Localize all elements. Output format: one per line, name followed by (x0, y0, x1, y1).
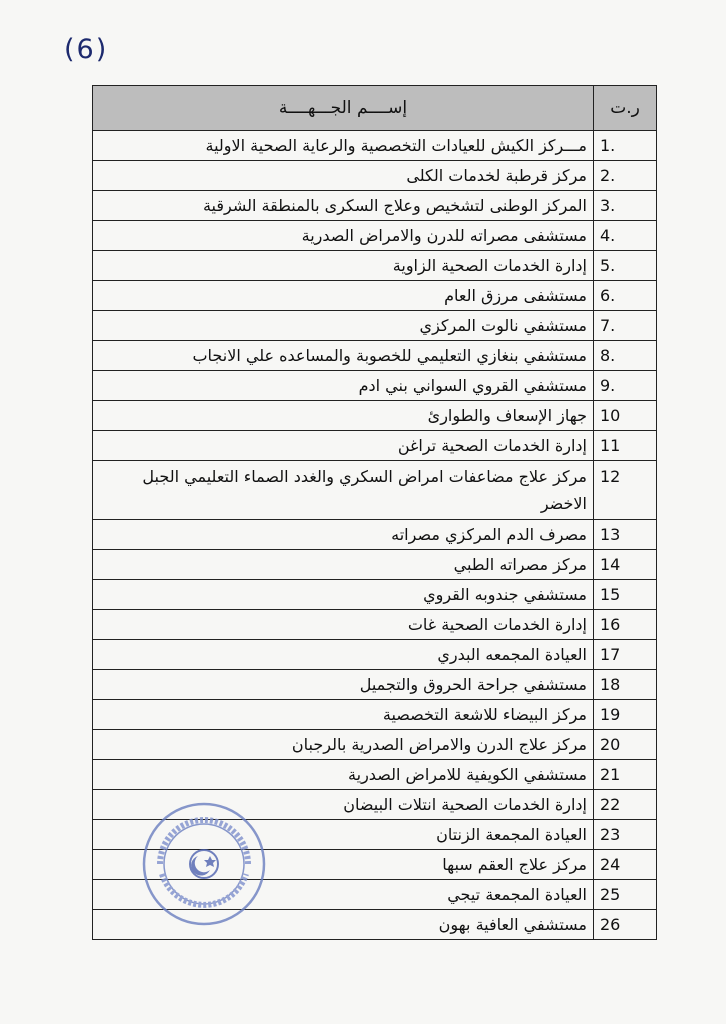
table-row (93, 221, 657, 251)
table-row (93, 640, 657, 670)
table-row (93, 580, 657, 610)
entity-name: جهاز الإسعاف والطوارئ (93, 401, 594, 431)
table-row (93, 670, 657, 700)
entity-name: مـــركز الكيش للعيادات التخصصية والرعاية الصحية الاولية (93, 131, 594, 161)
row-number: 11 (594, 431, 657, 461)
entity-name: مستشفى مرزق العام (93, 281, 594, 311)
row-number: 23 (594, 820, 657, 850)
table-row (93, 251, 657, 281)
official-stamp-icon (140, 800, 268, 928)
entity-name: العيادة المجمعة الزنتان (93, 820, 594, 850)
table-row (93, 730, 657, 760)
row-number: 4. (594, 221, 657, 251)
table-row (93, 281, 657, 311)
row-number: 5. (594, 251, 657, 281)
table-row (93, 131, 657, 161)
row-number: 13 (594, 520, 657, 550)
row-number: 15 (594, 580, 657, 610)
table-row (93, 161, 657, 191)
entity-name: العيادة المجمعه البدري (93, 640, 594, 670)
entity-name: مستشفي جندوبه القروي (93, 580, 594, 610)
table-row (93, 461, 657, 520)
row-number: 10 (594, 401, 657, 431)
table-row (93, 760, 657, 790)
row-number: 18 (594, 670, 657, 700)
entity-name: العيادة المجمعة تيجي (93, 880, 594, 910)
table-row (93, 191, 657, 221)
header-number: ر.ت (594, 86, 657, 131)
table-row (93, 341, 657, 371)
table-header-row (93, 86, 657, 131)
entity-name: مستشفي بنغازي التعليمي للخصوبة والمساعده علي الانجاب (93, 341, 594, 371)
row-number: 7. (594, 311, 657, 341)
row-number: 1. (594, 131, 657, 161)
table-row (93, 431, 657, 461)
row-number: 19 (594, 700, 657, 730)
row-number: 3. (594, 191, 657, 221)
entity-name: مستشفي العافية بهون (93, 910, 594, 940)
entity-name: إدارة الخدمات الصحية غات (93, 610, 594, 640)
entity-name: مركز علاج العقم سبها (93, 850, 594, 880)
row-number: 24 (594, 850, 657, 880)
entity-name: مركز علاج الدرن والامراض الصدرية بالرجبان (93, 730, 594, 760)
entity-name: إدارة الخدمات الصحية الزاوية (93, 251, 594, 281)
entity-name: مركز علاج مضاعفات امراض السكري والغدد الصماء التعليمي الجبل الاخضر (93, 461, 594, 520)
row-number: 6. (594, 281, 657, 311)
table-row (93, 401, 657, 431)
row-number: 20 (594, 730, 657, 760)
row-number: 21 (594, 760, 657, 790)
table-row (93, 700, 657, 730)
entity-name: مركز البيضاء للاشعة التخصصية (93, 700, 594, 730)
entity-name: المركز الوطنى لتشخيص وعلاج السكرى بالمنطقة الشرقية (93, 191, 594, 221)
entity-name: مستشفي جراحة الحروق والتجميل (93, 670, 594, 700)
row-number: 16 (594, 610, 657, 640)
entity-name: إدارة الخدمات الصحية تراغن (93, 431, 594, 461)
row-number: 14 (594, 550, 657, 580)
row-number: 2. (594, 161, 657, 191)
entity-name: مستشفى مصراته للدرن والامراض الصدرية (93, 221, 594, 251)
row-number: 22 (594, 790, 657, 820)
row-number: 26 (594, 910, 657, 940)
entity-name: مستشفي القروي السواني بني ادم (93, 371, 594, 401)
entity-name: مصرف الدم المركزي مصراته (93, 520, 594, 550)
table-row (93, 311, 657, 341)
entity-name: إدارة الخدمات الصحية انتلات البيضان (93, 790, 594, 820)
entity-name: مركز قرطبة لخدمات الكلى (93, 161, 594, 191)
table-row (93, 550, 657, 580)
table-row (93, 610, 657, 640)
page-number: (6) (64, 34, 109, 65)
entity-name: مركز مصراته الطبي (93, 550, 594, 580)
header-entity-name: إســــم الجـــهــــة (93, 86, 594, 131)
row-number: 9. (594, 371, 657, 401)
row-number: 25 (594, 880, 657, 910)
entity-name: مستشفي الكويفية للامراض الصدرية (93, 760, 594, 790)
row-number: 17 (594, 640, 657, 670)
row-number: 8. (594, 341, 657, 371)
table-row (93, 371, 657, 401)
table-row (93, 520, 657, 550)
row-number: 12 (594, 461, 657, 520)
entity-name: مستشفي نالوت المركزي (93, 311, 594, 341)
